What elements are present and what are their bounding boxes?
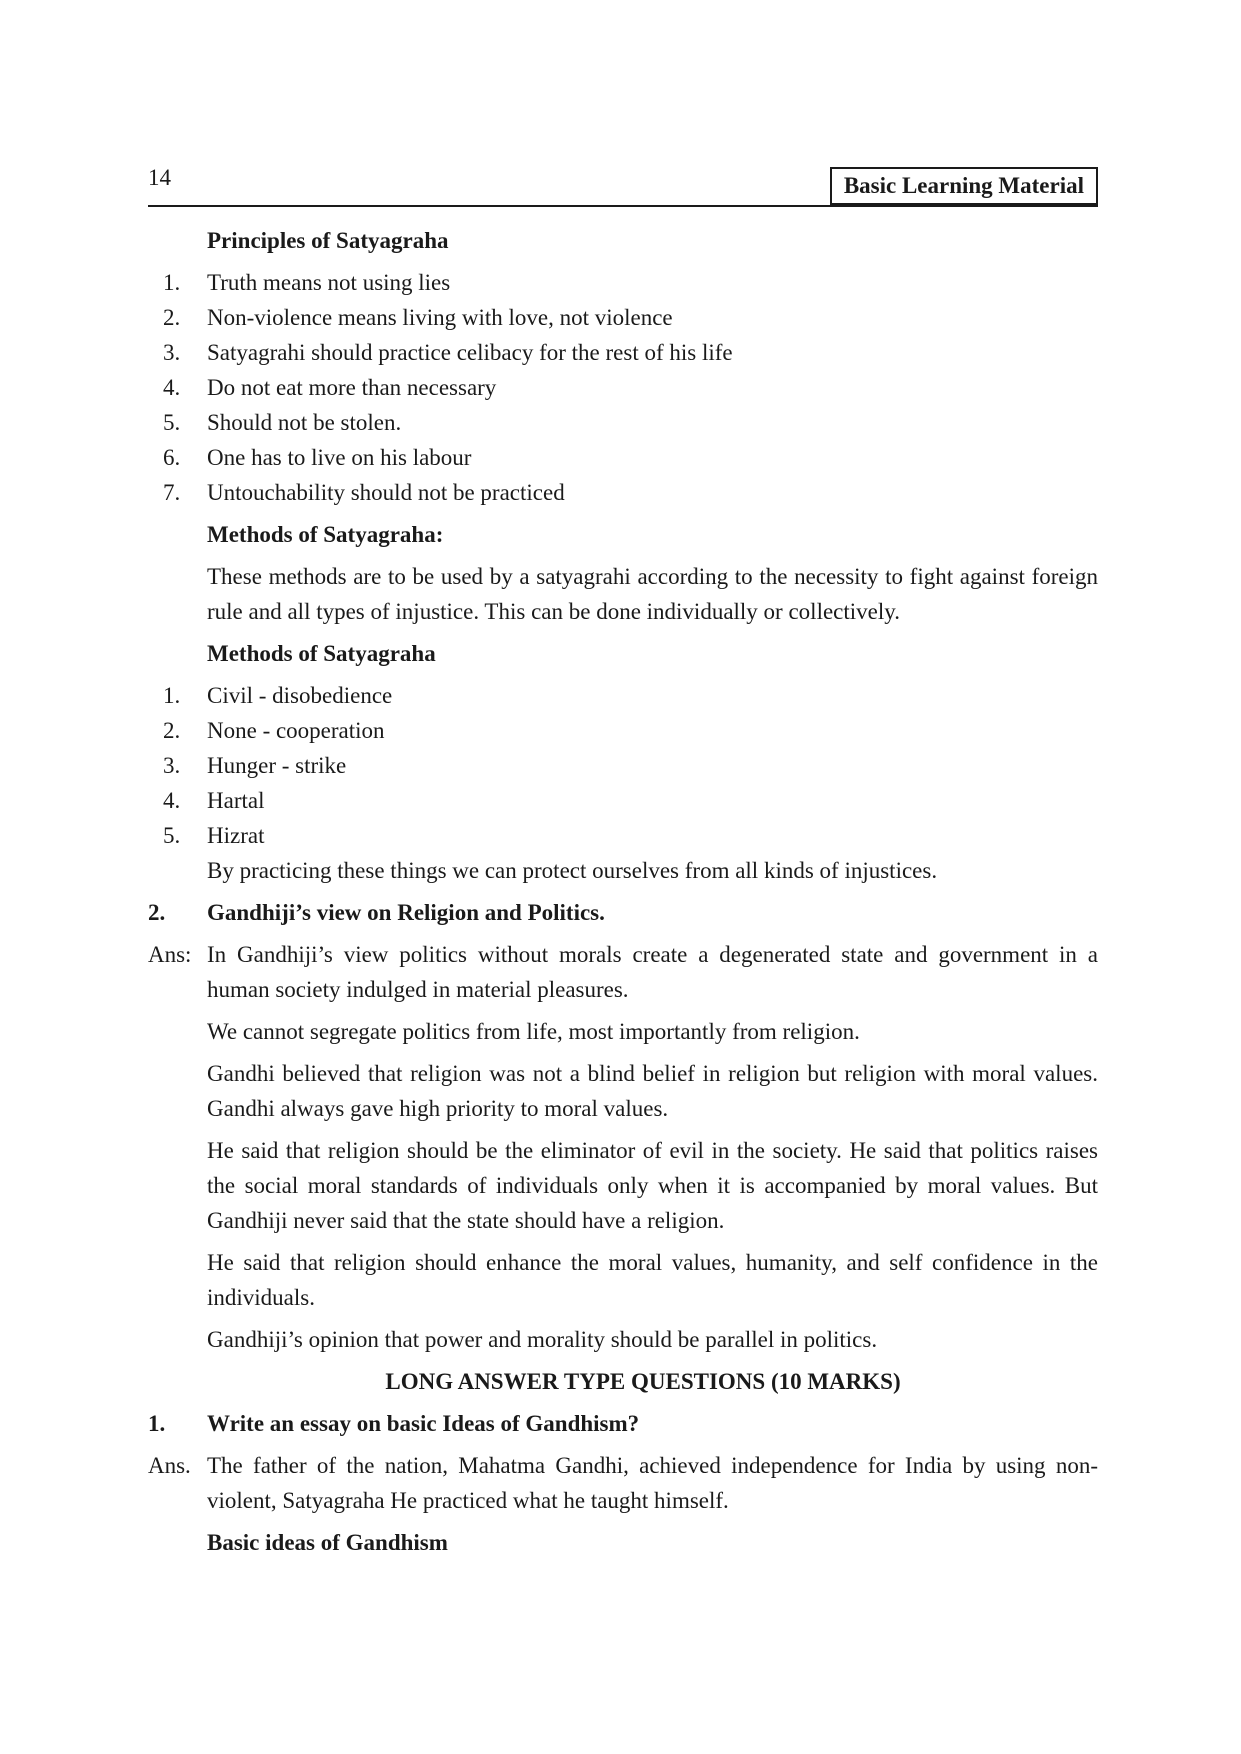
answer-paragraph: Ans: In Gandhiji’s view politics without morals create a degenerated state and government in a human society indulged in material pleasures. <box>148 937 1098 1007</box>
answer-label: Ans. <box>148 1453 191 1478</box>
answer-paragraph: Gandhi believed that religion was not a blind belief in religion but religion with moral values. Gandhi always gave high priority to moral values. <box>207 1061 1098 1121</box>
answer-paragraph: We cannot segregate politics from life, most importantly from religion. <box>207 1019 860 1044</box>
question-number: 1. <box>148 1411 166 1436</box>
answer-label: Ans: <box>148 942 192 967</box>
page-header <box>148 165 1098 207</box>
answer-paragraph: Gandhiji’s opinion that power and morality should be parallel in politics. <box>207 1327 878 1352</box>
list-item: 3. Hunger - strike <box>163 753 347 778</box>
principles-heading: Principles of Satyagraha <box>207 228 449 253</box>
list-item: 2. Non-violence means living with love, not violence <box>163 305 673 330</box>
answer-paragraph: He said that religion should enhance the moral values, humanity, and self confidence in the individuals. <box>207 1250 1098 1310</box>
page-number: 14 <box>148 165 171 190</box>
list-item: 2. None - cooperation <box>163 718 385 743</box>
list-item: 4. Hartal <box>163 788 265 813</box>
question-2-title: 2. Gandhiji’s view on Religion and Politics. <box>148 895 1098 930</box>
section-heading: LONG ANSWER TYPE QUESTIONS (10 MARKS) <box>385 1369 901 1394</box>
methods-intro-heading: Methods of Satyagraha: <box>207 522 444 547</box>
answer-paragraph: Ans. The father of the nation, Mahatma Gandhi, achieved independence for India by using non-violent, Satyagraha He practiced what he taught himself. <box>148 1448 1098 1518</box>
methods-intro-paragraph: These methods are to be used by a satyagrahi according to the necessity to fight against foreign rule and all types of injustice. This can be done individually or collectively. <box>207 564 1098 624</box>
list-item: 5. Hizrat <box>163 823 265 848</box>
principles-list <box>148 265 1098 510</box>
question-number: 2. <box>148 900 166 925</box>
list-item: 6. One has to live on his labour <box>163 445 472 470</box>
answer-paragraph: He said that religion should be the eliminator of evil in the society. He said that politics raises the social moral standards of individuals only when it is accompanied by moral values. But Gandhiji never said that the state should have a religion. <box>207 1138 1098 1233</box>
page-body <box>148 223 1098 1560</box>
methods-closing: By practicing these things we can protect ourselves from all kinds of injustices. <box>207 858 938 883</box>
list-item: 1. Truth means not using lies <box>163 270 451 295</box>
subheading: Basic ideas of Gandhism <box>207 1530 448 1555</box>
list-item: 4. Do not eat more than necessary <box>163 375 497 400</box>
list-item: 1. Civil - disobedience <box>163 683 393 708</box>
list-item: 3. Satyagrahi should practice celibacy for the rest of his life <box>163 340 733 365</box>
list-item: 7. Untouchability should not be practiced <box>163 480 565 505</box>
list-item: 5. Should not be stolen. <box>163 410 402 435</box>
header-title-box: Basic Learning Material <box>830 167 1098 205</box>
methods-heading: Methods of Satyagraha <box>207 641 436 666</box>
methods-list <box>148 678 1098 853</box>
question-1-title: 1. Write an essay on basic Ideas of Gandhism? <box>148 1406 1098 1441</box>
